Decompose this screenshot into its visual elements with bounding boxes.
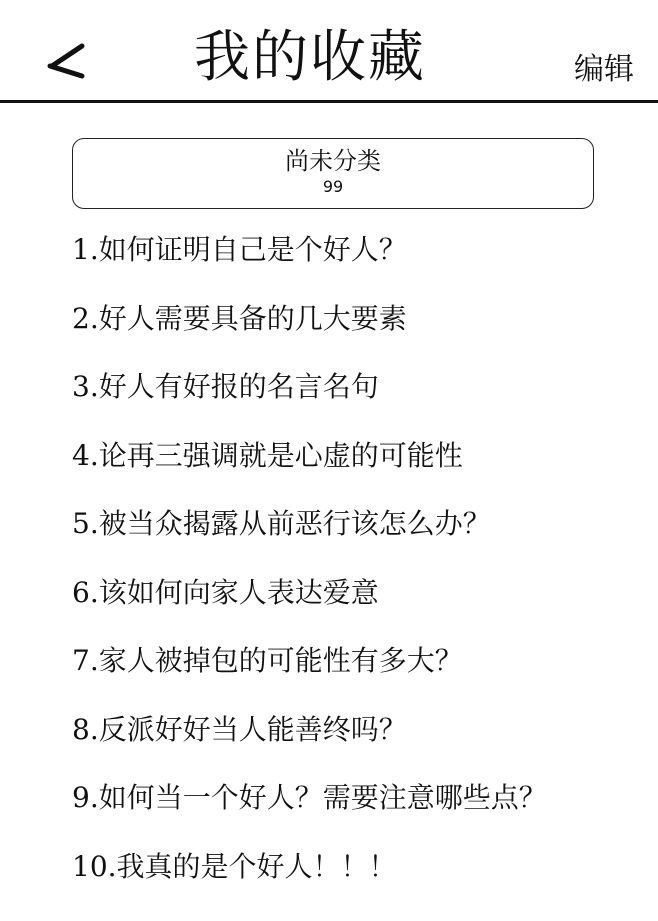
list-item[interactable]	[72, 565, 652, 634]
list-item[interactable]	[72, 291, 652, 360]
item-number: 5.	[72, 507, 99, 540]
list-item[interactable]	[72, 633, 652, 702]
list-item[interactable]	[72, 702, 652, 771]
item-number: 3.	[72, 370, 99, 403]
category-uncategorized[interactable]	[72, 138, 594, 209]
list-item[interactable]	[72, 839, 652, 908]
item-number: 9.	[72, 781, 99, 814]
item-title: 家人被掉包的可能性有多大？	[98, 644, 463, 677]
header-divider	[0, 100, 658, 103]
list-item[interactable]	[72, 428, 652, 497]
item-title: 好人有好报的名言名句	[98, 370, 379, 403]
list-item[interactable]	[72, 770, 652, 839]
item-number: 2.	[72, 301, 99, 335]
list-item[interactable]	[72, 359, 652, 428]
item-title: 论再三强调就是心虚的可能性	[98, 438, 463, 472]
list-item[interactable]	[72, 496, 652, 565]
item-title: 好人需要具备的几大要素	[98, 301, 407, 335]
item-title: 如何当一个好人？需要注意哪些点？	[98, 781, 547, 814]
item-title: 反派好好当人能善终吗？	[98, 712, 407, 746]
edit-button[interactable]: 编辑	[574, 52, 634, 87]
item-number: 7.	[72, 644, 99, 677]
item-number: 1.	[72, 233, 99, 266]
favorites-list	[72, 222, 652, 907]
item-number: 10.	[72, 849, 117, 883]
item-title: 该如何向家人表达爱意	[98, 575, 379, 609]
item-number: 8.	[72, 712, 99, 746]
page-title: 我的收藏	[194, 25, 426, 90]
item-number: 4.	[72, 438, 99, 472]
item-title: 如何证明自己是个好人？	[98, 233, 407, 266]
list-item[interactable]	[72, 222, 652, 291]
item-title: 被当众揭露从前恶行该怎么办？	[98, 507, 491, 540]
item-number: 6.	[72, 575, 99, 609]
top-bar	[0, 0, 658, 104]
category-count: 99	[322, 177, 344, 196]
item-title: 我真的是个好人！！！	[116, 849, 397, 883]
category-name: 尚未分类	[285, 147, 381, 175]
